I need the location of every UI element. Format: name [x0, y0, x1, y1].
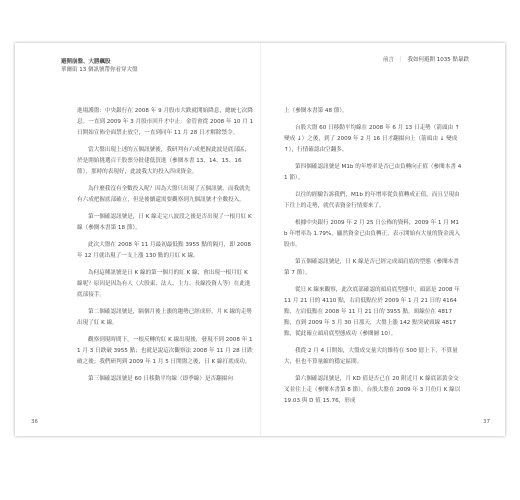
paragraph: 我從 2 月 4 日開始，大盤成交量大約維持在 500 億上下，不算量大，但也不算量縮的穩定區間。	[284, 348, 458, 365]
book-subtitle: 華爾街 13 個訊號帶你看穿大盤	[61, 67, 138, 73]
right-page-text	[284, 106, 462, 413]
paragraph: 為何這種訊號是日 K 線的第一個月的紅 K 線，會出現一根月紅 K 線呢？原因是因為有人（大股東、法人、主力、長線投資人等）在此進底部接手。	[77, 270, 251, 298]
paragraph: 此次大盤在 2008 年 11 月最初最低點 3955 點的隔月，即 2008 年 12 月就出現了一支上漲 130 點的月紅 K 線。	[77, 242, 251, 259]
left-page-text	[77, 106, 255, 391]
book-title: 避開崩盤、大勝飆股	[61, 59, 111, 65]
paragraph: 第三個確認訊號是 60 日移動平均線（即季線）是否翻揚向	[88, 376, 233, 382]
header-separator: ｜	[397, 57, 404, 63]
paragraph: 從日 K 線來觀察，此次底部確認的頭肩底型態中，頭部是 2008 年 11 月 21 日的 4110 點，右肩低點位於 2009 年 1 月 21 日的 4164 點，左肩低點在 2008 年 11 月 21 日的 3955 點。頸線位在 4817 點，直到 2009 年 3 月 30 日那天，大盤上漲 142 點突破頸線 4817 點，從此確立頭肩底型態成功（參閱圖 10）。	[284, 287, 460, 337]
paragraph: 觀察到現時間下，一根反轉的紅 K 線出現後，發現不到 2008 年 11 月 3 日跌破 3955 點；也就是說這次觀察法 2008 年 11 月 28 日跌破之後；我們研判到 2009 年 1 月 5 日開盤之後，日 K 線打底成功。	[77, 337, 253, 365]
paragraph: 第二個確認訊號是，隔個月後上漲的趨勢已經成形，月 K 線的走勢出現了紅 K 線。	[77, 309, 252, 326]
book-gutter	[260, 43, 261, 436]
book-spread	[15, 43, 505, 436]
paragraph: 第五個確認訊號是，日 K 線是否已經完成頭肩底的型態（參閱本書第 7 節）。	[284, 259, 459, 276]
paragraph: 第一個確認訊號是，日 K 線走完八波段之後是否出現了一根月紅 K 線（參閱本書第 18 節）。	[77, 214, 252, 231]
right-page-number: 37	[483, 419, 490, 425]
paragraph: 第六個確認訊號是，月 KD 值是否已在 20 附近月 K 線底部黃金交叉並往上走（參閱本書第 8 節），台股大盤在 2009 年 3 月份月 K 線以 19.03 與 D 值 15.76，形成	[284, 376, 461, 404]
right-running-header	[359, 55, 469, 63]
paragraph: 當大盤出現上述的五個訊號後，我研判有六成把握此波是底部區，於是開始挑選百千股票分批建低買進（參閱本書 13、14、15、16 節），那時的表現好，此波我大約投入四成資金。	[77, 147, 251, 175]
chapter-title: 我如何避開 1035 點暴跌	[407, 57, 469, 63]
paragraph: 上（參閱本書第 48 節）。	[284, 108, 348, 114]
paragraph: 為什麼我沒有全數投入呢？因為大盤只出現了五個訊號，而我就先有六成把握底部確立，但是後續還需要觀察到九個訊號才全數投入。	[77, 186, 251, 203]
paragraph: 進場護盤：中央銀行在 2008 年 9 月股市大跌就開始降息，總統七次降息。一直到 2009 年 3 月股市回升才中止：金管會從 2008 年 10 月 1 日開始宣佈全面禁止放空，一直到同年 11 月 28 日才解除禁令。	[77, 108, 254, 136]
left-page-number: 36	[31, 419, 38, 425]
section-label: 前言	[382, 57, 394, 63]
paragraph: 台股大盤 60 日移動平均線在 2008 年 6 月 13 日走勢（箭頭由 ↑ 變成 ↓）之後，到了 2009 年 2 月 16 日才翻揚向上（箭頭由 ↓ 變成 ↑），行情確認由空翻多。	[284, 125, 460, 153]
paragraph: 根據中央銀行 2009 年 2 月 25 日公佈的資料，2009 年 1 月 M1b 年增率為 1.79%，顯然資金已由負轉正，表示開始有大量的資金流入股市。	[284, 220, 460, 248]
paragraph: 第四個確認訊號是 M1b 的年增率是否已由負轉向正值（參閱本書 41 節）。	[284, 164, 462, 181]
left-running-header	[61, 58, 181, 74]
paragraph: 以往的經驗告訴我們，M1b 的年增率從負值轉成正值，而且呈現由下往上的走勢，就代表資金行情要來了。	[284, 192, 460, 209]
